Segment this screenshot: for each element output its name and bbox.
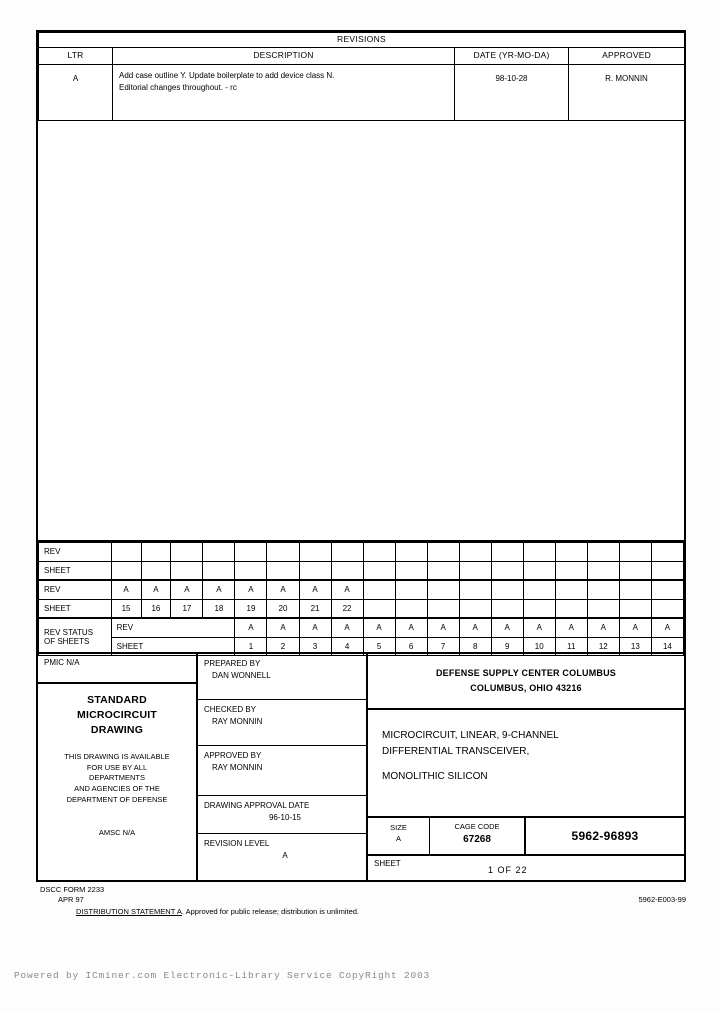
size-cell [368, 818, 430, 854]
blank-sheet-cell [299, 561, 331, 580]
blank-sheet-cell [459, 561, 491, 580]
lower-sheet-cell: 6 [395, 637, 427, 656]
blank-sheet-cell [235, 561, 267, 580]
drawing-canvas-area [38, 108, 684, 542]
prepared-by-value: DAN WONNELL [212, 671, 271, 680]
blank-rev-cell [587, 543, 619, 562]
upper-rev-cell [395, 580, 427, 599]
approval-date-value: 96-10-15 [268, 813, 302, 822]
blank-rev-cell [141, 543, 171, 562]
sheet-number-row [368, 854, 684, 879]
blank-sheet-cell [111, 561, 141, 580]
blank-rev-cell [555, 543, 587, 562]
revisions-header-ltr: LTR [39, 48, 113, 65]
amsc-field: AMSC N/A [98, 828, 136, 838]
upper-sheet-cell: 21 [299, 599, 331, 618]
blank-sheet-cell [203, 561, 235, 580]
blank-rev-cell [299, 543, 331, 562]
blank-sheet-cell [523, 561, 555, 580]
revision-level-label: REVISION LEVEL [204, 839, 270, 848]
upper-rev-cell: A [235, 580, 267, 599]
upper-sheet-cell [651, 599, 683, 618]
upper-rev-cell [459, 580, 491, 599]
blank-rev-cell [619, 543, 651, 562]
upper-sheet-cell [491, 599, 523, 618]
blank-sheet-cell [171, 561, 203, 580]
rev-status-lower-rev-row [39, 618, 684, 637]
upper-rev-cell: A [111, 580, 141, 599]
lower-rev-cell: A [299, 618, 331, 637]
lower-sheet-cell: 4 [331, 637, 363, 656]
upper-rev-cell [587, 580, 619, 599]
revisions-header-description: DESCRIPTION [113, 48, 455, 65]
availability-line-2: FOR USE BY ALL [86, 762, 148, 772]
rev-status-upper-sheet-row [39, 599, 684, 618]
blank-sheet-cell [363, 561, 395, 580]
lower-sheet-cell: 11 [555, 637, 587, 656]
upper-sheet-cell [395, 599, 427, 618]
prepared-by-label: PREPARED BY [204, 659, 261, 668]
upper-rev-cell: A [141, 580, 171, 599]
upper-sheet-cell: 17 [171, 599, 203, 618]
blank-sheet-cell [619, 561, 651, 580]
part-description-cell [368, 710, 684, 818]
blank-rev-cell [395, 543, 427, 562]
lower-sheet-cell: 1 [235, 637, 267, 656]
smd-title [38, 693, 196, 739]
approval-date-cell [198, 796, 366, 834]
rev-status-block [38, 542, 684, 656]
pmic-field: PMIC N/A [38, 654, 196, 684]
blank-sheet-cell [555, 561, 587, 580]
revision-level-cell [198, 834, 366, 879]
rev-status-blank-sheet-row [39, 561, 684, 580]
rev-status-label-line-2: OF SHEETS [44, 637, 90, 646]
upper-rev-cell [651, 580, 683, 599]
revision-description-line-2: Editorial changes throughout. - rc [119, 83, 237, 92]
revision-approved: R. MONNIN [569, 65, 685, 121]
drawing-frame [36, 30, 686, 882]
drawing-number: 5962-96893 [571, 829, 639, 843]
blank-rev-cell [331, 543, 363, 562]
revision-date: 98-10-28 [455, 65, 569, 121]
agency-name-cell [368, 654, 684, 710]
blank-rev-cell [267, 543, 299, 562]
lower-sheet-cell: 8 [459, 637, 491, 656]
smd-title-line-2: MICROCIRCUIT [77, 709, 157, 722]
size-label: SIZE [390, 823, 407, 832]
upper-rev-cell [491, 580, 523, 599]
availability-line-4: AND AGENCIES OF THE [74, 784, 160, 794]
availability-line-1: THIS DRAWING IS AVAILABLE [64, 751, 170, 761]
lower-rev-cell: A [651, 618, 683, 637]
title-block [38, 652, 684, 880]
upper-sheet-cell [587, 599, 619, 618]
blank-sheet-cell [267, 561, 299, 580]
service-watermark: Powered by ICminer.com Electronic-Library Service CopyRight 2003 [14, 970, 431, 981]
lower-rev-cell: A [235, 618, 267, 637]
distribution-statement [76, 906, 359, 917]
lower-rev-cell: A [459, 618, 491, 637]
blank-sheet-label: SHEET [39, 561, 112, 580]
part-description-line-3: MONOLITHIC SILICON [382, 771, 488, 782]
checked-by-value: RAY MONNIN [212, 717, 263, 726]
lower-sheet-cell: 14 [651, 637, 683, 656]
upper-sheet-cell [523, 599, 555, 618]
rev-status-upper-rev-row [39, 580, 684, 599]
lower-rev-cell: A [395, 618, 427, 637]
upper-sheet-cell: 15 [111, 599, 141, 618]
revisions-title: REVISIONS [39, 33, 685, 48]
lower-rev-sublabel: REV [111, 618, 235, 637]
approved-by-label: APPROVED BY [204, 751, 262, 760]
blank-sheet-cell [395, 561, 427, 580]
smd-box [38, 684, 196, 880]
lower-rev-cell: A [267, 618, 299, 637]
upper-rev-cell [619, 580, 651, 599]
upper-sheet-cell [459, 599, 491, 618]
blank-sheet-cell [587, 561, 619, 580]
part-description-line-2: DIFFERENTIAL TRANSCEIVER, [382, 745, 530, 757]
lower-rev-cell: A [491, 618, 523, 637]
lower-rev-cell: A [587, 618, 619, 637]
upper-rev-label: REV [39, 580, 112, 599]
blank-rev-cell [171, 543, 203, 562]
revision-description-line-1: Add case outline Y. Update boilerplate to add device class N. [119, 71, 335, 80]
lower-sheet-cell: 10 [523, 637, 555, 656]
blank-rev-label: REV [39, 543, 112, 562]
lower-sheet-cell: 12 [587, 637, 619, 656]
blank-rev-cell [235, 543, 267, 562]
revisions-title-row [39, 33, 685, 48]
title-block-middle-column [198, 654, 368, 880]
sheet-label: SHEET [374, 859, 401, 868]
upper-rev-cell: A [267, 580, 299, 599]
lower-sheet-cell: 9 [491, 637, 523, 656]
lower-rev-cell: A [555, 618, 587, 637]
blank-rev-cell [203, 543, 235, 562]
agency-line-2: COLUMBUS, OHIO 43216 [470, 683, 582, 693]
smd-title-line-3: DRAWING [90, 724, 144, 737]
lower-sheet-sublabel: SHEET [111, 637, 235, 656]
revisions-header-approved: APPROVED [569, 48, 685, 65]
cage-code-cell [430, 818, 526, 854]
form-number: DSCC FORM 2233 [40, 885, 105, 894]
upper-sheet-cell: 18 [203, 599, 235, 618]
upper-sheet-label: SHEET [39, 599, 112, 618]
rev-status-table [38, 542, 684, 656]
approval-date-label: DRAWING APPROVAL DATE [204, 801, 310, 810]
lower-rev-cell: A [427, 618, 459, 637]
lower-rev-cell: A [363, 618, 395, 637]
upper-sheet-cell [363, 599, 395, 618]
revisions-header-row [39, 48, 685, 65]
checked-by-label: CHECKED BY [204, 705, 257, 714]
approved-by-value: RAY MONNIN [212, 763, 263, 772]
blank-rev-cell [459, 543, 491, 562]
rev-status-of-sheets-label [39, 618, 112, 656]
identification-row [368, 818, 684, 854]
rev-status-label-line-1: REV STATUS [44, 627, 94, 637]
availability-line-5: DEPARTMENT OF DEFENSE [66, 795, 168, 805]
lower-sheet-cell: 2 [267, 637, 299, 656]
rev-status-blank-rev-row [39, 543, 684, 562]
upper-rev-cell: A [171, 580, 203, 599]
blank-sheet-cell [427, 561, 459, 580]
upper-sheet-cell: 20 [267, 599, 299, 618]
availability-statement [38, 752, 196, 806]
upper-rev-cell [523, 580, 555, 599]
lower-sheet-cell: 3 [299, 637, 331, 656]
upper-rev-cell [427, 580, 459, 599]
size-value: A [395, 834, 401, 844]
revision-ltr: A [39, 65, 113, 121]
upper-rev-cell: A [299, 580, 331, 599]
blank-rev-cell [651, 543, 683, 562]
distribution-statement-heading: DISTRIBUTION STATEMENT A [76, 907, 182, 916]
blank-rev-cell [111, 543, 141, 562]
upper-sheet-cell: 22 [331, 599, 363, 618]
cage-code-value: 67268 [463, 833, 491, 845]
blank-sheet-cell [491, 561, 523, 580]
form-date: APR 97 [58, 895, 84, 904]
upper-rev-cell: A [203, 580, 235, 599]
lower-rev-cell: A [523, 618, 555, 637]
blank-sheet-cell [141, 561, 171, 580]
blank-sheet-cell [331, 561, 363, 580]
prepared-by-cell [198, 654, 366, 700]
sheet-value: 1 OF 22 [488, 865, 528, 875]
blank-rev-cell [427, 543, 459, 562]
upper-sheet-cell: 19 [235, 599, 267, 618]
cage-code-label: CAGE CODE [454, 822, 500, 831]
upper-sheet-cell [555, 599, 587, 618]
upper-sheet-cell: 16 [141, 599, 171, 618]
upper-rev-cell [555, 580, 587, 599]
checked-by-cell [198, 700, 366, 746]
blank-rev-cell [491, 543, 523, 562]
distribution-statement-text: . Approved for public release; distribution is unlimited. [181, 907, 360, 916]
lower-sheet-cell: 13 [619, 637, 651, 656]
blank-sheet-cell [651, 561, 683, 580]
smd-title-line-1: STANDARD [87, 694, 147, 706]
part-description-line-1: MICROCIRCUIT, LINEAR, 9-CHANNEL [382, 730, 559, 741]
agency-line-1: DEFENSE SUPPLY CENTER COLUMBUS [435, 668, 617, 679]
revision-level-value: A [282, 851, 288, 860]
upper-sheet-cell [619, 599, 651, 618]
blank-rev-cell [523, 543, 555, 562]
lower-sheet-cell: 7 [427, 637, 459, 656]
revisions-header-date: DATE (YR-MO-DA) [455, 48, 569, 65]
upper-rev-cell [363, 580, 395, 599]
lower-sheet-cell: 5 [363, 637, 395, 656]
availability-line-3: DEPARTMENTS [89, 773, 145, 783]
title-block-right-column [368, 654, 684, 880]
blank-rev-cell [363, 543, 395, 562]
title-block-left-column [38, 654, 198, 880]
lower-rev-cell: A [619, 618, 651, 637]
upper-rev-cell: A [331, 580, 363, 599]
electronic-code: 5962-E003-99 [638, 895, 686, 904]
lower-rev-cell: A [331, 618, 363, 637]
approved-by-cell [198, 746, 366, 796]
upper-sheet-cell [427, 599, 459, 618]
